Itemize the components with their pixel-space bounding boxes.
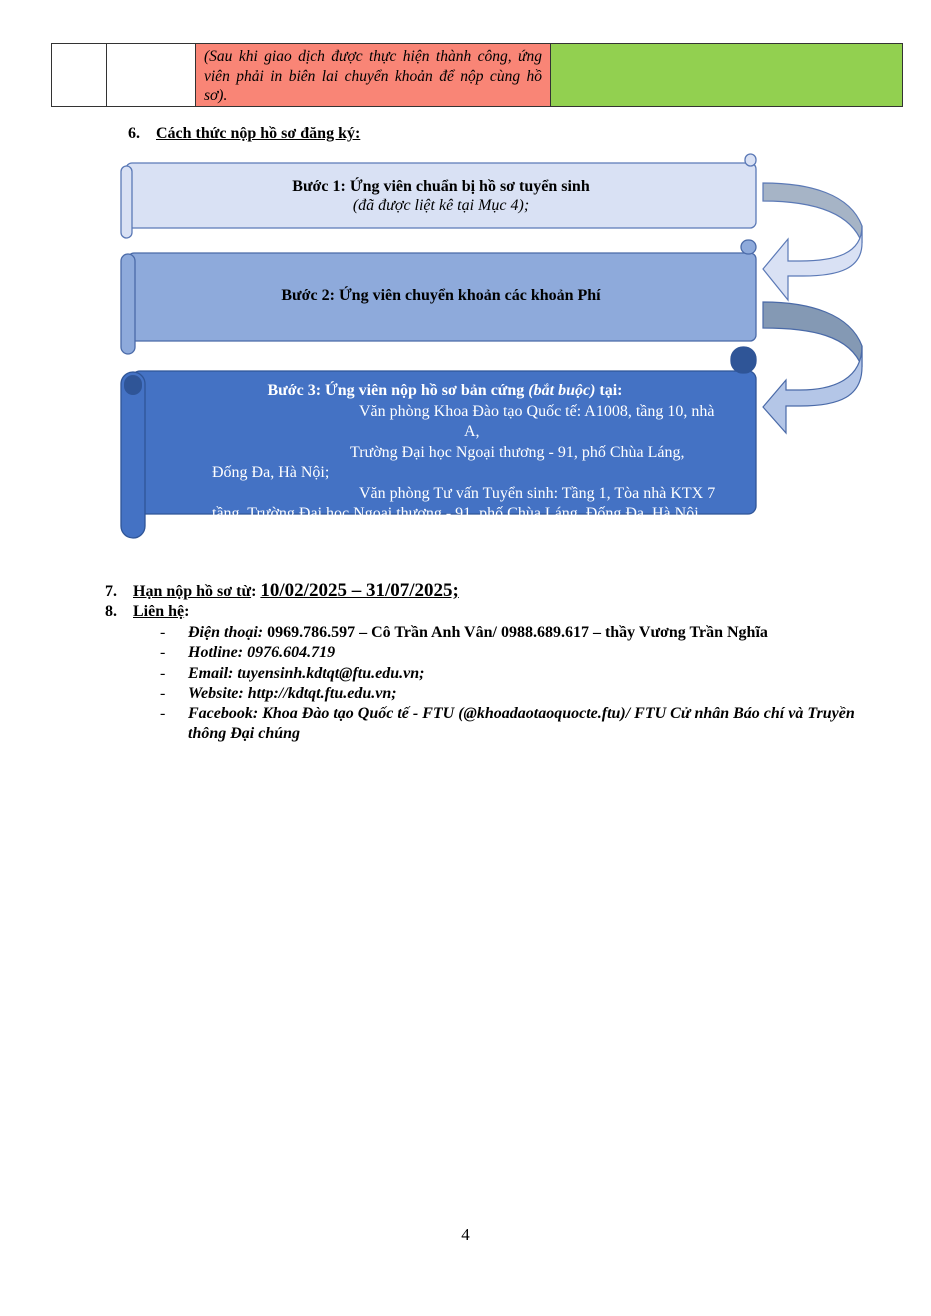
step-3-line: Văn phòng Khoa Đào tạo Quốc tế: A1008, tầng 10, nhà bbox=[359, 402, 715, 420]
list-item-phone: - Điện thoại: 0969.786.597 – Cô Trần Anh Vân/ 0988.689.617 – thầy Vương Trần Nghĩa bbox=[160, 624, 768, 641]
page-number: 4 bbox=[461, 1225, 470, 1244]
table-cell-empty-2 bbox=[107, 44, 196, 107]
table-cell-empty-1 bbox=[52, 44, 107, 107]
step-1-text bbox=[135, 177, 747, 215]
section-7-deadline: 7. Hạn nộp hồ sơ từ: 10/02/2025 – 31/07/2025; bbox=[105, 580, 459, 601]
fee-table-fragment bbox=[51, 43, 903, 107]
curved-arrow-icon-2 bbox=[763, 302, 862, 433]
contact-list bbox=[160, 623, 860, 745]
section-6-heading: 6. Cách thức nộp hồ sơ đăng ký: bbox=[128, 125, 361, 142]
payment-receipt-note: (Sau khi giao dịch được thực hiện thành công, ứng viên phải in biên lai chuyển khoản để nộp cùng hồ sơ). bbox=[196, 44, 551, 107]
section-6-title: Cách thức nộp hồ sơ đăng ký: bbox=[156, 125, 361, 142]
deadline-label: Hạn nộp hồ sơ từ bbox=[133, 583, 252, 600]
list-item-hotline: - Hotline: 0976.604.719 bbox=[160, 644, 336, 662]
step-3-line: A, bbox=[464, 423, 480, 440]
hotline: Hotline: 0976.604.719 bbox=[188, 644, 336, 662]
list-item-facebook: - Facebook: Khoa Đào tạo Quốc tế - FTU (@khoadaotaoquocte.ftu)/ FTU Cử nhân Báo chí và Truyền thông Đại chúng bbox=[160, 705, 855, 743]
table-row bbox=[52, 44, 903, 107]
step-3-line: tầng, Trường Đại học Ngoại thương - 91, phố Chùa Láng, Đống Đa, Hà Nội bbox=[212, 505, 699, 522]
step-3-line: Đống Đa, Hà Nội; bbox=[212, 464, 330, 481]
contact-label: Liên hệ bbox=[133, 603, 185, 620]
step-1-note: (đã được liệt kê tại Mục 4); bbox=[352, 197, 530, 214]
website-link[interactable]: Website: http://kdtqt.ftu.edu.vn; bbox=[188, 684, 397, 702]
step-3-text bbox=[150, 381, 740, 522]
email-link[interactable]: Email: tuyensinh.kdtqt@ftu.edu.vn; bbox=[188, 664, 425, 682]
list-item-email: - Email: tuyensinh.kdtqt@ftu.edu.vn; bbox=[160, 664, 425, 682]
list-item-website: - Website: http://kdtqt.ftu.edu.vn; bbox=[160, 684, 397, 702]
section-8-contact: 8. Liên hệ: bbox=[105, 603, 190, 620]
step-3-title: Bước 3: Ứng viên nộp hồ sơ bản cứng (bắt buộc) tại: bbox=[267, 382, 623, 399]
step-1-title: Bước 1: Ứng viên chuẩn bị hồ sơ tuyển sinh bbox=[292, 178, 590, 195]
table-cell-green bbox=[551, 44, 903, 107]
phone-label: Điện thoại: bbox=[188, 624, 264, 641]
step-3-line: Trường Đại học Ngoại thương - 91, phố Chùa Láng, bbox=[350, 443, 685, 461]
step-3-line: Văn phòng Tư vấn Tuyển sinh: Tầng 1, Tòa nhà KTX 7 bbox=[359, 484, 716, 502]
step-2-title: Bước 2: Ứng viên chuyển khoản các khoản Phí bbox=[281, 287, 601, 304]
facebook-link[interactable]: Facebook: Khoa Đào tạo Quốc tế - FTU (@khoadaotaoquocte.ftu)/ FTU Cử nhân Báo chí và Truyền thông Đại chúng bbox=[188, 705, 855, 743]
curved-arrow-icon-1 bbox=[763, 183, 862, 300]
deadline-dates: 10/02/2025 – 31/07/2025; bbox=[260, 580, 459, 601]
phone-numbers: 0969.786.597 – Cô Trần Anh Vân/ 0988.689.617 – thầy Vương Trần Nghĩa bbox=[263, 624, 768, 641]
